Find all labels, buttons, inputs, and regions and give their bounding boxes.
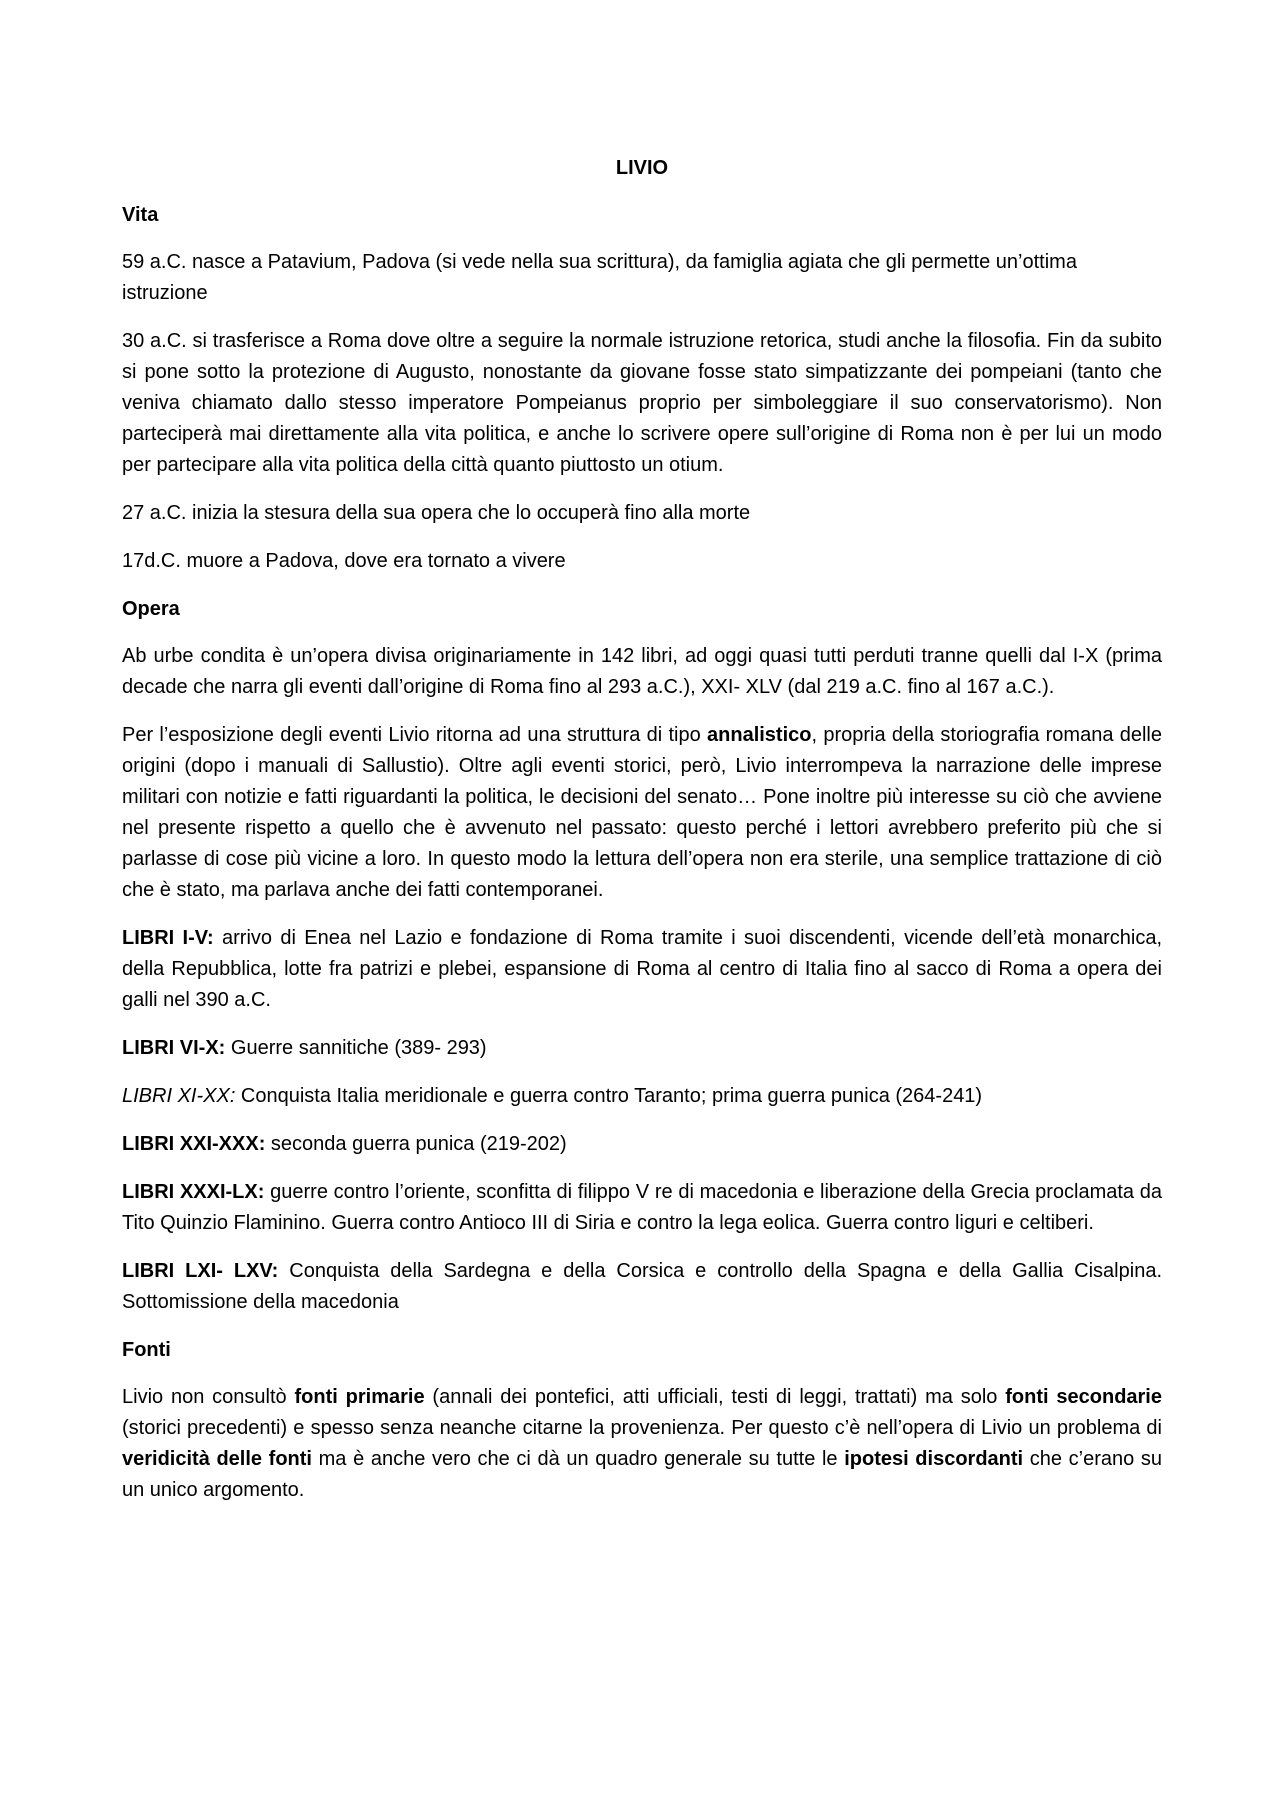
fonti-bold-term: ipotesi discordanti (844, 1448, 1024, 1470)
vita-paragraph-birth: 59 a.C. nasce a Patavium, Padova (si vede nella sua scrittura), da famiglia agiata che gli permette un’ottima istruzione (122, 251, 1077, 304)
section-heading-vita: Vita (122, 204, 159, 226)
document-title: LIVIO (615, 157, 669, 179)
opera-text: , propria della storiografia romana delle origini (dopo i manuali di Sallustio). Oltre agli eventi storici, però, Livio interrompeva la narrazione delle imprese militari con notizie e fatti riguardanti la politica, le decisioni del senato… Pone inoltre più interesse su ciò che avviene nel presente rispetto a quello che è avvenuto nel passato: questo perché i lettori avrebbero preferito più che si parlasse di cose più vicine a loro. In questo modo la lettura dell’opera non era sterile, una semplice trattazione di ciò che è stato, ma parlava anche dei fatti contemporanei. (122, 724, 1162, 901)
fonti-text: (annali dei pontefici, atti ufficiali, testi di leggi, trattati) ma solo (424, 1386, 1006, 1408)
libri-label: LIBRI XXI-XXX: (122, 1133, 266, 1155)
libri-text: Conquista della Sardegna e della Corsica e controllo della Spagna e della Gallia Cisalpina. Sottomissione della macedonia (122, 1260, 1162, 1313)
libri-label: LIBRI XXXI-LX: (122, 1181, 265, 1203)
libri-paragraph-4 (122, 1129, 1162, 1160)
libri-text: Guerre sannitiche (389- 293) (225, 1037, 487, 1059)
fonti-text: ma è anche vero che ci dà un quadro generale su tutte le (312, 1448, 845, 1470)
libri-paragraph-6 (122, 1256, 1162, 1318)
libri-paragraph-5 (122, 1177, 1162, 1239)
fonti-text: (storici precedenti) e spesso senza neanche citarne la provenienza. Per questo c’è nell’opera di Livio un problema di (122, 1417, 1162, 1439)
fonti-paragraph (122, 1382, 1162, 1506)
vita-paragraph-rome: 30 a.C. si trasferisce a Roma dove oltre a seguire la normale istruzione retorica, studi anche la filosofia. Fin da subito si pone sotto la protezione di Augusto, nonostante da giovane fosse stato simpatizzante dei pompeiani (tanto che veniva chiamato dallo stesso imperatore Pompeianus proprio per simboleggiare il suo conservatorismo). Non parteciperà mai direttamente alla vita politica, e anche lo scrivere opere sull’origine di Roma non è per lui un modo per partecipare alla vita politica della città quanto piuttosto un otium. (122, 330, 1162, 476)
section-heading-opera: Opera (122, 598, 180, 620)
fonti-text: Livio non consultò (122, 1386, 295, 1408)
libri-text: arrivo di Enea nel Lazio e fondazione di Roma tramite i suoi discendenti, vicende dell’età monarchica, della Repubblica, lotte fra patrizi e plebei, espansione di Roma al centro di Italia fino al sacco di Roma a opera dei galli nel 390 a.C. (122, 927, 1162, 1011)
opera-text: Per l’esposizione degli eventi Livio ritorna ad una struttura di tipo (122, 724, 708, 746)
libri-label: LIBRI I-V: (122, 927, 214, 949)
fonti-text: che c’erano su un unico argomento. (122, 1448, 1162, 1501)
libri-paragraph-3 (122, 1081, 1162, 1112)
libri-paragraph-1 (122, 923, 1162, 1016)
opera-paragraph-structure (122, 720, 1162, 906)
libri-label: LIBRI VI-X: (122, 1037, 226, 1059)
libri-paragraph-2 (122, 1033, 1162, 1064)
opera-bold-term: annalistico (707, 724, 812, 746)
libri-label: LIBRI XI-XX: (122, 1085, 236, 1107)
vita-paragraph-death: 17d.C. muore a Padova, dove era tornato a vivere (122, 550, 566, 572)
section-heading-fonti: Fonti (122, 1339, 171, 1361)
libri-text: Conquista Italia meridionale e guerra contro Taranto; prima guerra punica (264-241) (235, 1085, 983, 1107)
libri-text: seconda guerra punica (219-202) (265, 1133, 567, 1155)
fonti-bold-term: fonti secondarie (1005, 1386, 1162, 1408)
libri-text: guerre contro l’oriente, sconfitta di filippo V re di macedonia e liberazione della Grecia proclamata da Tito Quinzio Flaminino. Guerra contro Antioco III di Siria e contro la lega eolica. Guerra contro liguri e celtiberi. (122, 1181, 1162, 1234)
fonti-bold-term: veridicità delle fonti (122, 1448, 312, 1470)
vita-paragraph-work-start: 27 a.C. inizia la stesura della sua opera che lo occuperà fino alla morte (122, 502, 751, 524)
libri-label: LIBRI LXI- LXV: (122, 1260, 279, 1282)
opera-paragraph-intro: Ab urbe condita è un’opera divisa originariamente in 142 libri, ad oggi quasi tutti perduti tranne quelli dal I-X (prima decade che narra gli eventi dall’origine di Roma fino al 293 a.C.), XXI- XLV (dal 219 a.C. fino al 167 a.C.). (122, 645, 1162, 698)
fonti-bold-term: fonti primarie (294, 1386, 425, 1408)
document-body (122, 152, 1162, 1523)
